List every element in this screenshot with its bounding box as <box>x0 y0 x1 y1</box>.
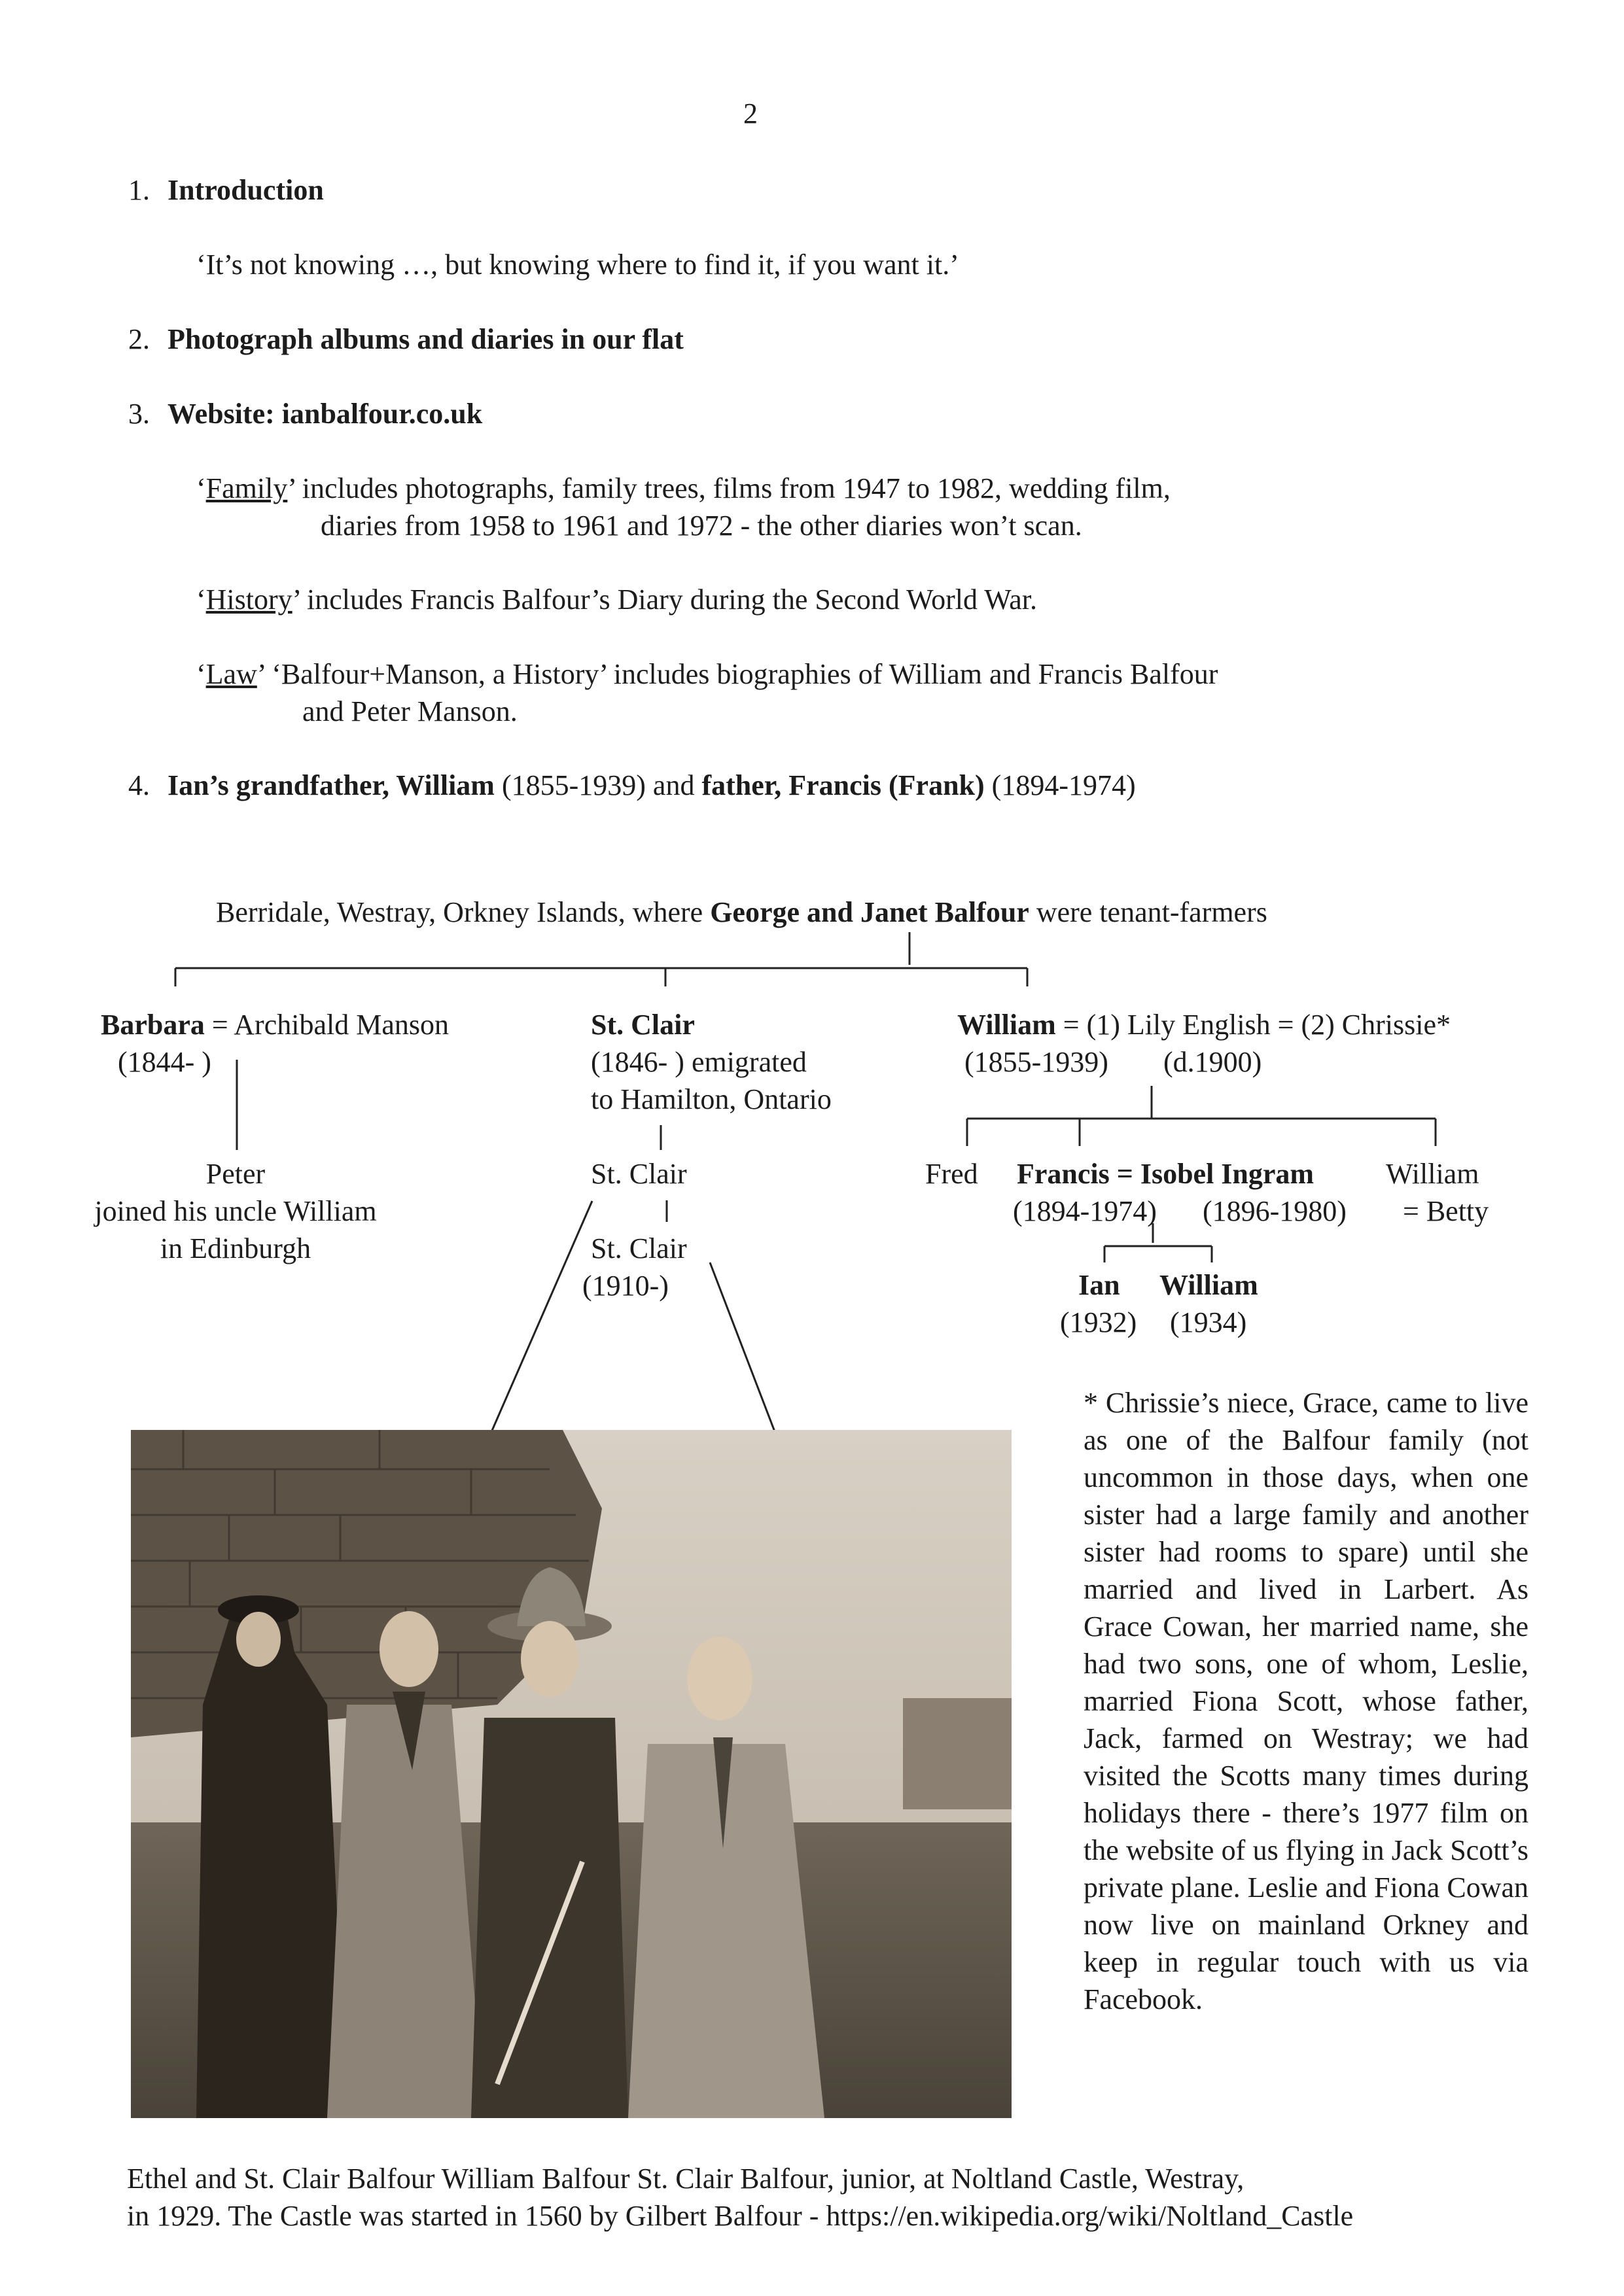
tree-william: William = (1) Lily English = (2) Chrissie* <box>957 1009 1451 1041</box>
tree-william-dates: (1855-1939) <box>964 1046 1108 1078</box>
photo-caption-line2: in 1929. The Castle was started in 1560 by Gilbert Balfour - https://en.wikipedia.org/wiki/Noltland_Castle <box>127 2200 1354 2232</box>
tree-peter-note2: in Edinburgh <box>160 1232 311 1264</box>
tree-lily-dates: (d.1900) <box>1163 1046 1262 1078</box>
family-link[interactable]: Family <box>205 472 288 504</box>
tree-stclair-grandson-dates: (1910-) <box>582 1270 669 1302</box>
section-title-introduction: Introduction <box>168 174 324 206</box>
tree-william-junior-spouse: = Betty <box>1403 1195 1489 1227</box>
tree-stclair-name: St. Clair <box>591 1009 695 1041</box>
tree-stclair-son: St. Clair <box>591 1158 687 1190</box>
tree-fred: Fred <box>925 1158 978 1190</box>
section-number-2: 2. <box>128 323 150 355</box>
tree-william-grandson-dates: (1934) <box>1170 1306 1247 1338</box>
page-number: 2 <box>743 97 758 130</box>
tree-ian: Ian <box>1078 1269 1120 1301</box>
tree-william-junior: William <box>1386 1158 1479 1190</box>
tree-barbara-dates: (1844- ) <box>118 1046 211 1078</box>
website-law-line2: and Peter Manson. <box>302 695 518 727</box>
family-photograph <box>131 1430 1012 2118</box>
tree-ian-dates: (1932) <box>1060 1306 1137 1338</box>
footnote-chrissie: * Chrissie’s niece, Grace, came to live as one of the Balfour family (not uncommon in those days, when one sister had a large family and another sister had rooms to spare) until she married and lived in Larbert. As Grace Cowan, her married name, she had two sons, one of whom, Leslie, married Fiona Scott, whose father, Jack, farmed on Westray; we had visited the Scotts many times during holidays there - there’s 1977 film on the website of us flying in Jack Scott’s private plane. Leslie and Fiona Cowan now live on mainland Orkney and keep in regular touch with us via Facebook. <box>1084 1387 1528 2015</box>
law-link[interactable]: Law <box>205 658 257 690</box>
tree-barbara: Barbara = Archibald Manson <box>101 1009 449 1041</box>
tree-root: Berridale, Westray, Orkney Islands, where George and Janet Balfour were tenant-farmers <box>216 896 1267 928</box>
website-law-line1: ‘Law’ ‘Balfour+Manson, a History’ includes biographies of William and Francis Balfour <box>196 658 1218 690</box>
tree-stclair-grandson: St. Clair <box>591 1232 687 1264</box>
tree-francis-couple: Francis = Isobel Ingram <box>1017 1158 1315 1190</box>
tree-peter-name: Peter <box>205 1158 266 1190</box>
section-title-albums: Photograph albums and diaries in our flat <box>168 323 684 355</box>
section-number-3: 3. <box>128 398 150 430</box>
tree-stclair-dates: (1846- ) emigrated <box>591 1046 807 1078</box>
section-title-website: Website: ianbalfour.co.uk <box>168 398 483 430</box>
website-family-line2: diaries from 1958 to 1961 and 1972 - the other diaries won’t scan. <box>321 510 1082 542</box>
website-history-line: ‘History’ includes Francis Balfour’s Diary during the Second World War. <box>196 583 1037 616</box>
photo-caption-line1: Ethel and St. Clair Balfour William Balfour St. Clair Balfour, junior, at Noltland Castle, Westray, <box>127 2163 1244 2195</box>
history-link[interactable]: History <box>205 583 292 616</box>
tree-isobel-dates: (1896-1980) <box>1203 1195 1347 1227</box>
section-number-1: 1. <box>128 174 150 206</box>
section-number-4: 4. <box>128 769 150 801</box>
tree-stclair-emigration: to Hamilton, Ontario <box>591 1083 832 1115</box>
introduction-quote: ‘It’s not knowing …, but knowing where to find it, if you want it.’ <box>196 249 959 281</box>
website-family-line1: ‘Family’ includes photographs, family trees, films from 1947 to 1982, wedding film, <box>196 472 1171 504</box>
tree-peter-note1: joined his uncle William <box>94 1195 377 1227</box>
tree-francis-dates: (1894-1974) <box>1013 1195 1157 1227</box>
tree-william-grandson: William <box>1159 1269 1258 1301</box>
section-title-grandfather: Ian’s grandfather, William (1855-1939) and father, Francis (Frank) (1894-1974) <box>168 769 1136 801</box>
